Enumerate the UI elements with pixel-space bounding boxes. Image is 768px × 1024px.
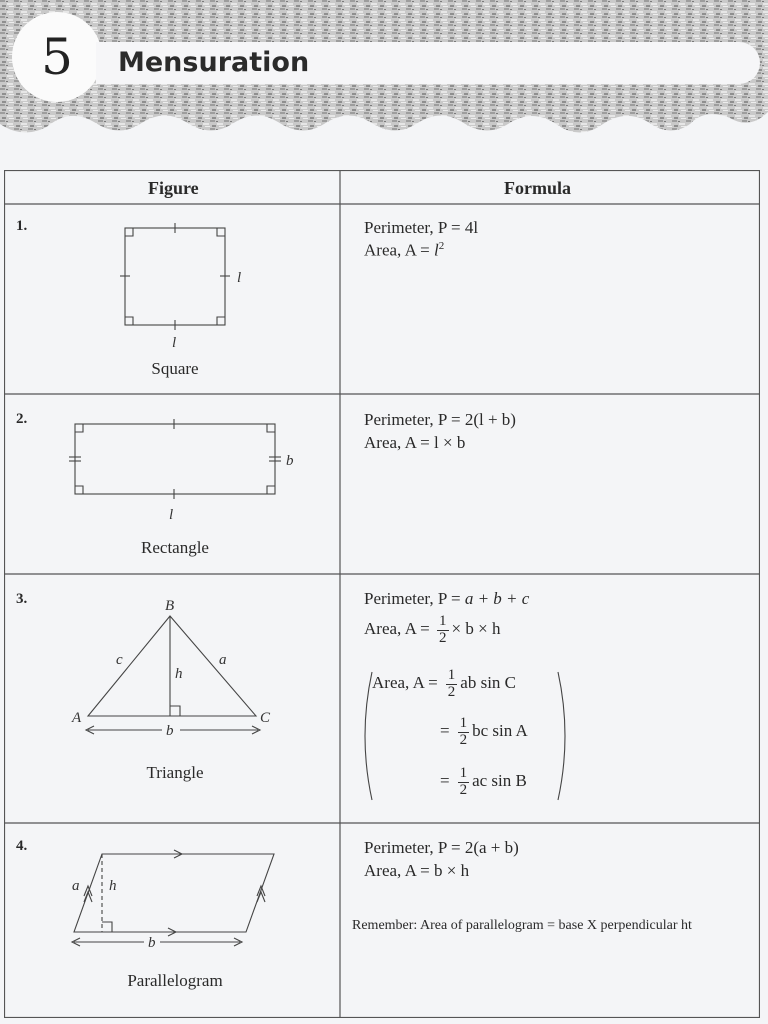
rectangle-bottom-label: l	[169, 507, 174, 523]
triangle-area-sinb: = $\frac{1}{2}$ ac sin B	[440, 765, 527, 798]
side-a-label: a	[219, 652, 227, 668]
row-number: 1.	[16, 218, 28, 234]
parallelogram-perimeter: Perimeter, P = 2(a + b)	[364, 838, 519, 857]
remember-note: Remember: Area of parallelogram = base X perpendicular ht	[352, 918, 692, 933]
side-c-label: c	[116, 652, 123, 668]
square-side-label: l	[237, 270, 242, 286]
triangle-area: Area, A = $\frac{1}{2}$ × b × h	[364, 613, 501, 646]
parallelogram-area: Area, A = b × h	[364, 861, 470, 880]
figure-caption-rectangle: Rectangle	[141, 538, 209, 557]
vertex-a-label: A	[72, 710, 82, 726]
rectangle-perimeter: Perimeter, P = 2(l + b)	[364, 410, 516, 429]
chapter-number-badge	[12, 12, 102, 102]
figure-caption-parallelogram: Parallelogram	[127, 971, 223, 990]
square-perimeter: Perimeter, P = 4l	[364, 218, 479, 237]
header-formula: Formula	[504, 178, 571, 198]
row-number: 3.	[16, 591, 28, 607]
rectangle-side-label: b	[286, 453, 294, 469]
triangle-figure	[62, 592, 292, 742]
vertex-c-label: C	[260, 710, 271, 726]
square-bottom-label: l	[172, 335, 177, 351]
figure-caption-triangle: Triangle	[146, 763, 204, 782]
height-h-label: h	[109, 878, 117, 894]
chapter-number: 5	[41, 28, 73, 86]
row-number: 4.	[16, 838, 28, 854]
row-number: 2.	[16, 411, 28, 427]
triangle-area-sina: = $\frac{1}{2}$ bc sin A	[440, 715, 528, 748]
rectangle-area: Area, A = l × b	[364, 433, 466, 452]
square-figure	[100, 215, 260, 355]
triangle-perimeter: Perimeter, P = a + b + c	[364, 589, 530, 608]
base-b-label: b	[148, 935, 156, 951]
triangle-area-sinc: Area, A = $\frac{1}{2}$ ab sin C	[372, 667, 517, 700]
header-figure: Figure	[148, 178, 199, 198]
side-a-label: a	[72, 878, 80, 894]
vertex-b-label: B	[165, 598, 175, 614]
base-b-label: b	[166, 723, 174, 739]
chapter-title: Mensuration	[118, 47, 310, 78]
square-area: Area, $A = l^2$	[364, 240, 445, 260]
figure-caption-square: Square	[151, 359, 199, 378]
height-h-label: h	[175, 666, 183, 682]
rectangle-figure	[64, 412, 314, 524]
parallelogram-figure	[64, 846, 284, 952]
